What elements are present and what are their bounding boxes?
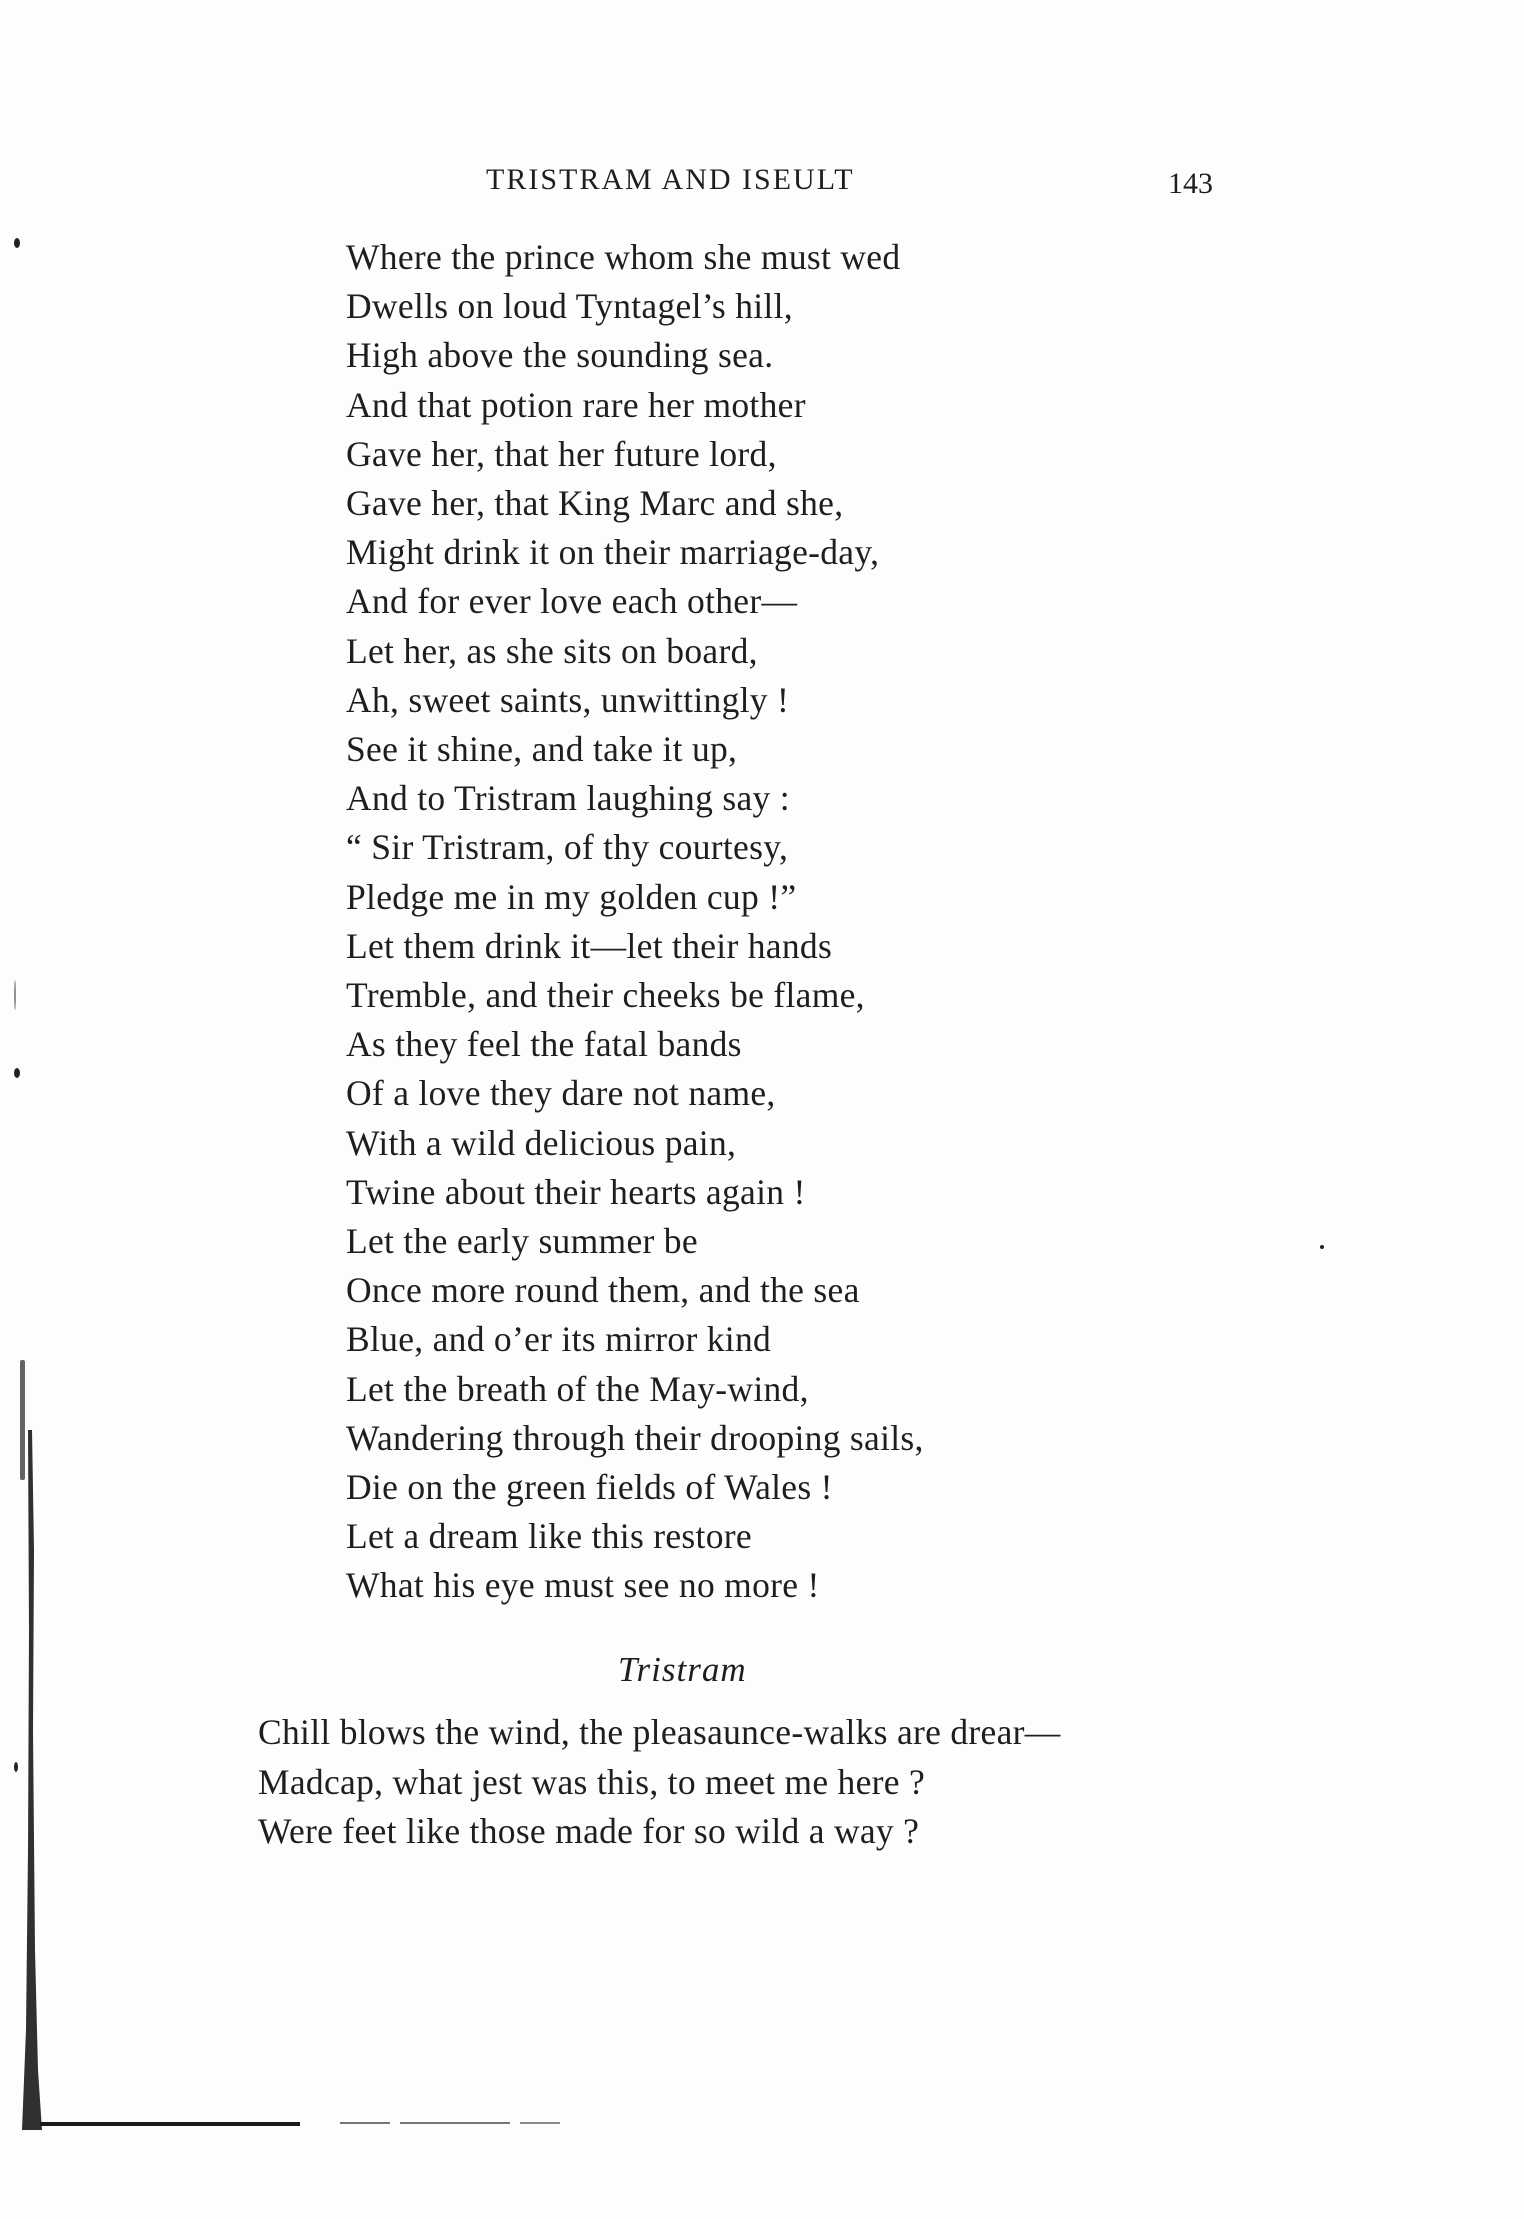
verse-line: Dwells on loud Tyntagel’s hill,: [346, 286, 793, 327]
running-head: TRISTRAM AND ISEULT: [486, 163, 855, 196]
verse-line: And for ever love each other—: [346, 581, 798, 622]
bottom-rule-dash: [400, 2122, 510, 2124]
verse-line: Where the prince whom she must wed: [346, 237, 901, 277]
bottom-rule-dash: [520, 2122, 560, 2124]
verse-line: Of a love they dare not name,: [346, 1073, 776, 1114]
verse-line: Might drink it on their marriage-day,: [346, 532, 880, 573]
verse-line: Let them drink it—let their hands: [346, 925, 833, 966]
verse-line: With a wild delicious pain,: [346, 1122, 737, 1163]
bottom-rule: [40, 2122, 300, 2126]
verse-line: Let the breath of the May-wind,: [346, 1368, 809, 1409]
verse-line: Wandering through their drooping sails,: [346, 1417, 924, 1458]
verse-line: Pledge me in my golden cup !”: [346, 876, 797, 917]
speck: [14, 238, 20, 248]
verse-line: Blue, and o’er its mirror kind: [346, 1319, 772, 1360]
verse-line: Chill blows the wind, the pleasaunce-walks are drear—: [258, 1712, 1061, 1752]
verse-line: Let her, as she sits on board,: [346, 630, 758, 671]
verse-line: Were feet like those made for so wild a way ?: [258, 1811, 920, 1851]
verse-line: Gave her, that her future lord,: [346, 433, 777, 474]
speaker-heading: Tristram: [618, 1650, 747, 1689]
page-header: [0, 160, 1524, 200]
speck: [14, 1068, 20, 1078]
verse-line: And that potion rare her mother: [346, 384, 806, 425]
verse-line: What his eye must see no more !: [346, 1565, 820, 1606]
verse-line: See it shine, and take it up,: [346, 729, 738, 770]
tristram-speech: [258, 1708, 1061, 1857]
verse-line: High above the sounding sea.: [346, 335, 774, 376]
verse-line: Madcap, what jest was this, to meet me here ?: [258, 1761, 926, 1802]
verse-line: Let the early summer be: [346, 1221, 698, 1262]
verse-line: Tremble, and their cheeks be flame,: [346, 975, 865, 1016]
verse-stanza: [346, 233, 924, 1611]
speck: [14, 980, 16, 1010]
speck: [20, 1360, 25, 1480]
page-number: 143: [1168, 167, 1213, 200]
verse-line: And to Tristram laughing say :: [346, 778, 790, 819]
verse-line: Die on the green fields of Wales !: [346, 1467, 833, 1508]
verse-line: Gave her, that King Marc and she,: [346, 483, 844, 524]
verse-line: “ Sir Tristram, of thy courtesy,: [346, 827, 789, 868]
binding-shadow: [20, 1430, 46, 2130]
verse-line: Twine about their hearts again !: [346, 1171, 806, 1212]
speck: [14, 1762, 18, 1772]
speck: [1320, 1245, 1324, 1249]
bottom-rule-dash: [340, 2122, 390, 2124]
verse-line: Let a dream like this restore: [346, 1516, 752, 1557]
verse-line: Ah, sweet saints, unwittingly !: [346, 679, 790, 720]
verse-line: Once more round them, and the sea: [346, 1270, 860, 1311]
verse-line: As they feel the fatal bands: [346, 1024, 742, 1065]
